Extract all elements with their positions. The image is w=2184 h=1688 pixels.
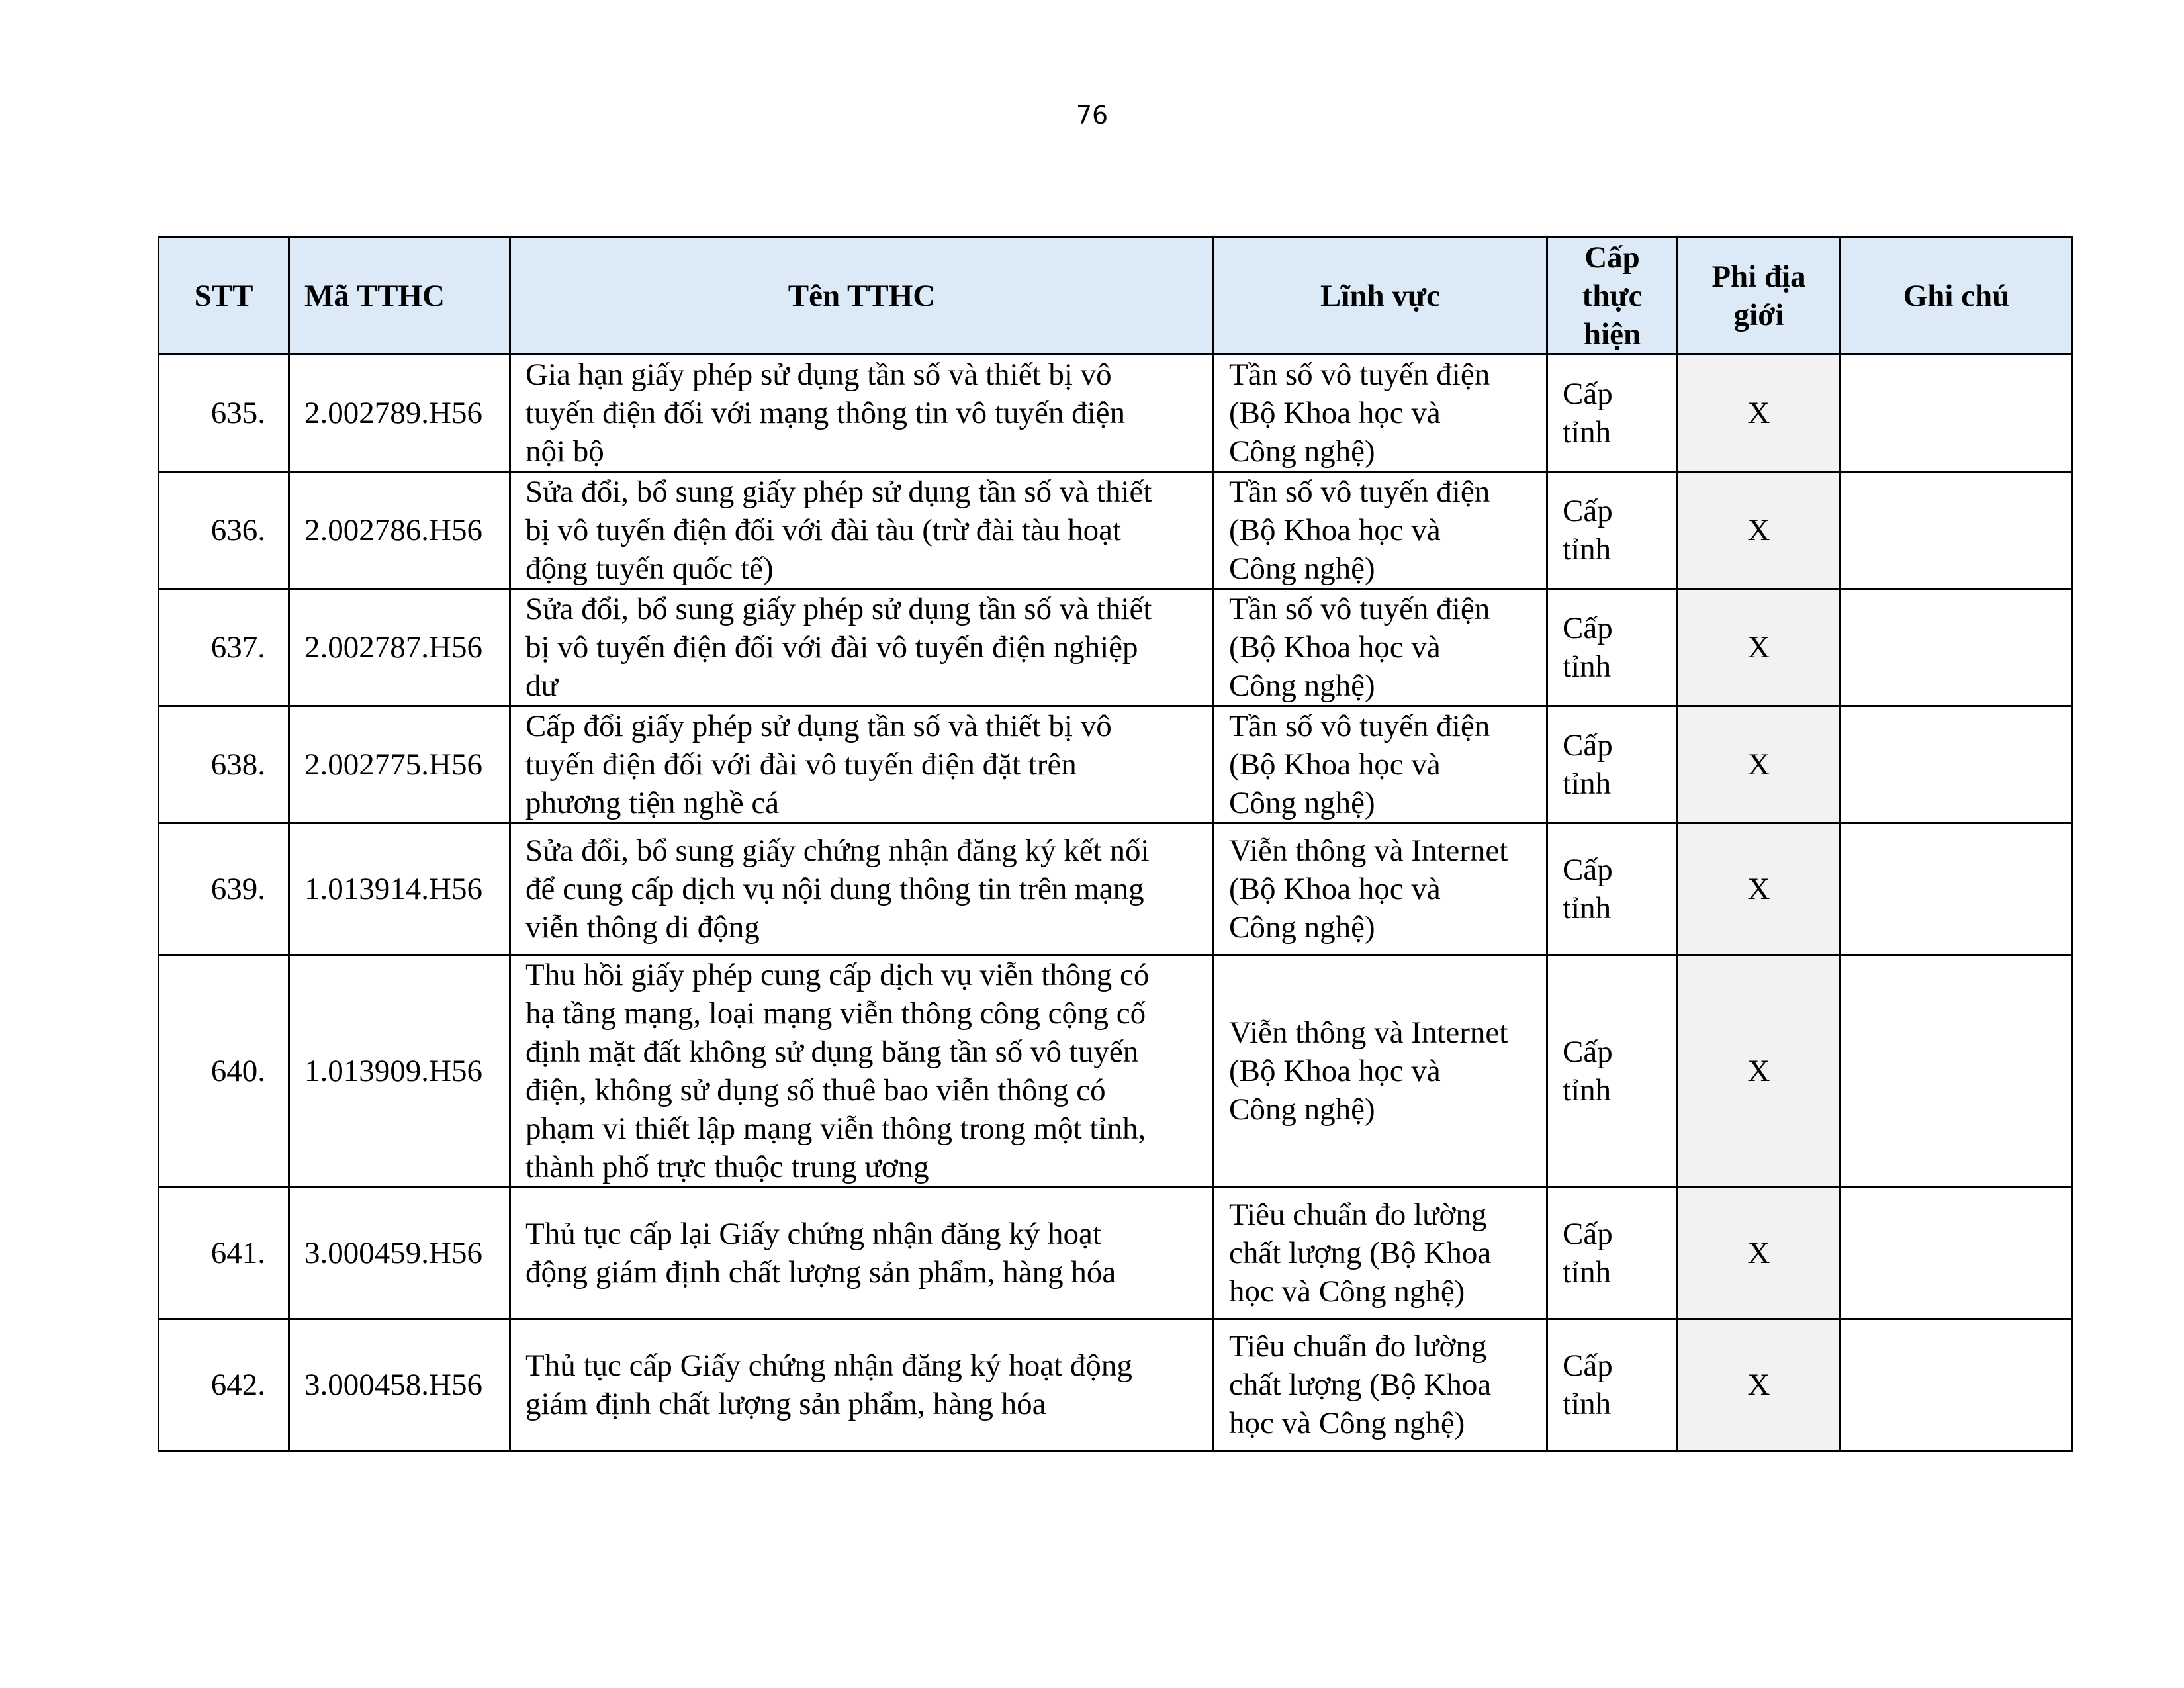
- cell-phi-dia-gioi-mark: X: [1678, 355, 1841, 472]
- cell-linh-vuc: [1214, 1188, 1547, 1319]
- cap-thuc-hien-line: tỉnh: [1563, 767, 1612, 801]
- header-cap-thuc-hien: [1547, 238, 1678, 355]
- cell-linh-vuc: [1214, 589, 1547, 706]
- linh-vuc-line: Công nghệ): [1229, 1092, 1375, 1127]
- cap-thuc-hien-line: tỉnh: [1563, 415, 1612, 449]
- ten-tthc-line: Gia hạn giấy phép sử dụng tần số và thiết bị vô: [525, 357, 1112, 392]
- cell-ten-tthc: [510, 589, 1214, 706]
- cell-ma-tthc: 2.002775.H56: [289, 706, 510, 823]
- linh-vuc-line: Tần số vô tuyến điện: [1229, 357, 1490, 392]
- ten-tthc-line: thành phố trực thuộc trung ương: [525, 1150, 929, 1184]
- cell-ghi-chu: [1841, 589, 2073, 706]
- cell-ten-tthc: [510, 1319, 1214, 1451]
- cap-thuc-hien-line: tỉnh: [1563, 1387, 1612, 1421]
- header-ma-tthc: Mã TTHC: [289, 238, 510, 355]
- header-ghi-chu: Ghi chú: [1841, 238, 2073, 355]
- cap-thuc-hien-line: Cấp: [1563, 1035, 1613, 1069]
- header-phi-line: Phi địa: [1711, 259, 1806, 294]
- ten-tthc-line: hạ tầng mạng, loại mạng viễn thông công cộng cố: [525, 996, 1146, 1031]
- ten-tthc-line: giám định chất lượng sản phẩm, hàng hóa: [525, 1387, 1046, 1421]
- cell-stt: 638.: [159, 706, 289, 823]
- procedures-table: [158, 236, 2073, 1452]
- linh-vuc-line: Công nghệ): [1229, 551, 1375, 586]
- cap-thuc-hien-line: Cấp: [1563, 853, 1613, 887]
- ten-tthc-line: bị vô tuyến điện đối với đài vô tuyến điện nghiệp: [525, 630, 1138, 665]
- table-row: [159, 706, 2073, 823]
- cell-stt: 637.: [159, 589, 289, 706]
- cell-cap-thuc-hien: [1547, 706, 1678, 823]
- cell-ten-tthc: [510, 823, 1214, 955]
- ten-tthc-line: Thu hồi giấy phép cung cấp dịch vụ viễn thông có: [525, 958, 1150, 992]
- linh-vuc-line: Tần số vô tuyến điện: [1229, 709, 1490, 743]
- cap-thuc-hien-line: Cấp: [1563, 611, 1613, 645]
- linh-vuc-line: học và Công nghệ): [1229, 1406, 1465, 1440]
- cell-ma-tthc: 3.000459.H56: [289, 1188, 510, 1319]
- cap-thuc-hien-line: tỉnh: [1563, 649, 1612, 684]
- cell-ten-tthc: [510, 1188, 1214, 1319]
- cell-ten-tthc: [510, 355, 1214, 472]
- cell-phi-dia-gioi-mark: X: [1678, 1319, 1841, 1451]
- ten-tthc-line: Sửa đổi, bổ sung giấy phép sử dụng tần số và thiết: [525, 475, 1152, 509]
- linh-vuc-line: (Bộ Khoa học và: [1229, 630, 1441, 665]
- cell-linh-vuc: [1214, 472, 1547, 589]
- cell-ghi-chu: [1841, 706, 2073, 823]
- cell-cap-thuc-hien: [1547, 1188, 1678, 1319]
- linh-vuc-line: Công nghệ): [1229, 669, 1375, 703]
- linh-vuc-line: (Bộ Khoa học và: [1229, 513, 1441, 547]
- cell-stt: 636.: [159, 472, 289, 589]
- cell-linh-vuc: [1214, 706, 1547, 823]
- cell-ma-tthc: 2.002789.H56: [289, 355, 510, 472]
- cell-ghi-chu: [1841, 823, 2073, 955]
- ten-tthc-line: Cấp đổi giấy phép sử dụng tần số và thiết bị vô: [525, 709, 1112, 743]
- ten-tthc-line: Sửa đổi, bổ sung giấy chứng nhận đăng ký kết nối: [525, 833, 1150, 868]
- header-cap-line: Cấp: [1584, 240, 1640, 275]
- cap-thuc-hien-line: tỉnh: [1563, 532, 1612, 567]
- cap-thuc-hien-line: tỉnh: [1563, 1255, 1612, 1289]
- cell-ma-tthc: 2.002787.H56: [289, 589, 510, 706]
- ten-tthc-line: định mặt đất không sử dụng băng tần số vô tuyến: [525, 1035, 1139, 1069]
- ten-tthc-line: Sửa đổi, bổ sung giấy phép sử dụng tần số và thiết: [525, 592, 1152, 626]
- header-linh-vuc: Lĩnh vực: [1214, 238, 1547, 355]
- ten-tthc-line: điện, không sử dụng số thuê bao viễn thông có: [525, 1073, 1106, 1107]
- ten-tthc-line: dư: [525, 669, 558, 703]
- cell-ma-tthc: 3.000458.H56: [289, 1319, 510, 1451]
- linh-vuc-line: học và Công nghệ): [1229, 1274, 1465, 1309]
- cell-cap-thuc-hien: [1547, 823, 1678, 955]
- cell-ma-tthc: 2.002786.H56: [289, 472, 510, 589]
- cell-stt: 635.: [159, 355, 289, 472]
- cell-ghi-chu: [1841, 1188, 2073, 1319]
- cell-phi-dia-gioi-mark: X: [1678, 955, 1841, 1188]
- header-phi-dia-gioi: [1678, 238, 1841, 355]
- cell-stt: 642.: [159, 1319, 289, 1451]
- cell-stt: 641.: [159, 1188, 289, 1319]
- linh-vuc-line: Tiêu chuẩn đo lường: [1229, 1197, 1487, 1232]
- cell-cap-thuc-hien: [1547, 1319, 1678, 1451]
- table-row: [159, 1188, 2073, 1319]
- table-row: [159, 1319, 2073, 1451]
- ten-tthc-line: viễn thông di động: [525, 910, 760, 945]
- linh-vuc-line: Công nghệ): [1229, 910, 1375, 945]
- table-body: [159, 355, 2073, 1451]
- ten-tthc-line: phương tiện nghề cá: [525, 786, 780, 820]
- table-row: [159, 472, 2073, 589]
- cell-stt: 640.: [159, 955, 289, 1188]
- ten-tthc-line: động giám định chất lượng sản phẩm, hàng hóa: [525, 1255, 1116, 1289]
- cell-ten-tthc: [510, 955, 1214, 1188]
- linh-vuc-line: chất lượng (Bộ Khoa: [1229, 1236, 1492, 1270]
- linh-vuc-line: Tần số vô tuyến điện: [1229, 592, 1490, 626]
- header-phi-line: giới: [1733, 298, 1784, 332]
- cap-thuc-hien-line: tỉnh: [1563, 891, 1612, 925]
- cell-ghi-chu: [1841, 955, 2073, 1188]
- linh-vuc-line: Viễn thông và Internet: [1229, 1015, 1508, 1050]
- cap-thuc-hien-line: Cấp: [1563, 1217, 1613, 1251]
- ten-tthc-line: Thủ tục cấp lại Giấy chứng nhận đăng ký hoạt: [525, 1217, 1101, 1251]
- linh-vuc-line: Viễn thông và Internet: [1229, 833, 1508, 868]
- cell-ten-tthc: [510, 472, 1214, 589]
- linh-vuc-line: Tần số vô tuyến điện: [1229, 475, 1490, 509]
- ten-tthc-line: nội bộ: [525, 434, 604, 469]
- ten-tthc-line: động tuyến quốc tế): [525, 551, 774, 586]
- cell-stt: 639.: [159, 823, 289, 955]
- cell-ma-tthc: 1.013914.H56: [289, 823, 510, 955]
- ten-tthc-line: phạm vi thiết lập mạng viễn thông trong một tỉnh,: [525, 1111, 1146, 1146]
- linh-vuc-line: Tiêu chuẩn đo lường: [1229, 1329, 1487, 1364]
- cell-cap-thuc-hien: [1547, 472, 1678, 589]
- linh-vuc-line: chất lượng (Bộ Khoa: [1229, 1368, 1492, 1402]
- cell-ghi-chu: [1841, 472, 2073, 589]
- cell-cap-thuc-hien: [1547, 589, 1678, 706]
- cap-thuc-hien-line: Cấp: [1563, 1348, 1613, 1383]
- cell-phi-dia-gioi-mark: X: [1678, 589, 1841, 706]
- cell-ghi-chu: [1841, 1319, 2073, 1451]
- header-ten-tthc: Tên TTHC: [510, 238, 1214, 355]
- table-row: [159, 955, 2073, 1188]
- header-stt: STT: [159, 238, 289, 355]
- cap-thuc-hien-line: Cấp: [1563, 728, 1613, 763]
- cell-cap-thuc-hien: [1547, 955, 1678, 1188]
- ten-tthc-line: Thủ tục cấp Giấy chứng nhận đăng ký hoạt động: [525, 1348, 1132, 1383]
- linh-vuc-line: (Bộ Khoa học và: [1229, 872, 1441, 906]
- cap-thuc-hien-line: Cấp: [1563, 377, 1613, 411]
- cell-phi-dia-gioi-mark: X: [1678, 1188, 1841, 1319]
- linh-vuc-line: (Bộ Khoa học và: [1229, 747, 1441, 782]
- linh-vuc-line: (Bộ Khoa học và: [1229, 396, 1441, 430]
- ten-tthc-line: để cung cấp dịch vụ nội dung thông tin trên mạng: [525, 872, 1144, 906]
- table-row: [159, 589, 2073, 706]
- cell-linh-vuc: [1214, 823, 1547, 955]
- cell-phi-dia-gioi-mark: X: [1678, 472, 1841, 589]
- linh-vuc-line: Công nghệ): [1229, 434, 1375, 469]
- cell-ghi-chu: [1841, 355, 2073, 472]
- cap-thuc-hien-line: tỉnh: [1563, 1073, 1612, 1107]
- cell-ma-tthc: 1.013909.H56: [289, 955, 510, 1188]
- cell-linh-vuc: [1214, 355, 1547, 472]
- linh-vuc-line: Công nghệ): [1229, 786, 1375, 820]
- header-cap-line: hiện: [1583, 317, 1641, 352]
- linh-vuc-line: (Bộ Khoa học và: [1229, 1054, 1441, 1088]
- cell-phi-dia-gioi-mark: X: [1678, 706, 1841, 823]
- table-row: [159, 355, 2073, 472]
- cell-linh-vuc: [1214, 955, 1547, 1188]
- ten-tthc-line: tuyến điện đối với đài vô tuyến điện đặt trên: [525, 747, 1077, 782]
- table-row: [159, 823, 2073, 955]
- cell-cap-thuc-hien: [1547, 355, 1678, 472]
- cell-linh-vuc: [1214, 1319, 1547, 1451]
- page-number: 76: [1075, 101, 1109, 130]
- ten-tthc-line: tuyến điện đối với mạng thông tin vô tuyến điện: [525, 396, 1125, 430]
- ten-tthc-line: bị vô tuyến điện đối với đài tàu (trừ đài tàu hoạt: [525, 513, 1122, 547]
- cell-ten-tthc: [510, 706, 1214, 823]
- header-row: [159, 238, 2073, 355]
- cap-thuc-hien-line: Cấp: [1563, 494, 1613, 528]
- header-cap-line: thực: [1582, 279, 1643, 313]
- cell-phi-dia-gioi-mark: X: [1678, 823, 1841, 955]
